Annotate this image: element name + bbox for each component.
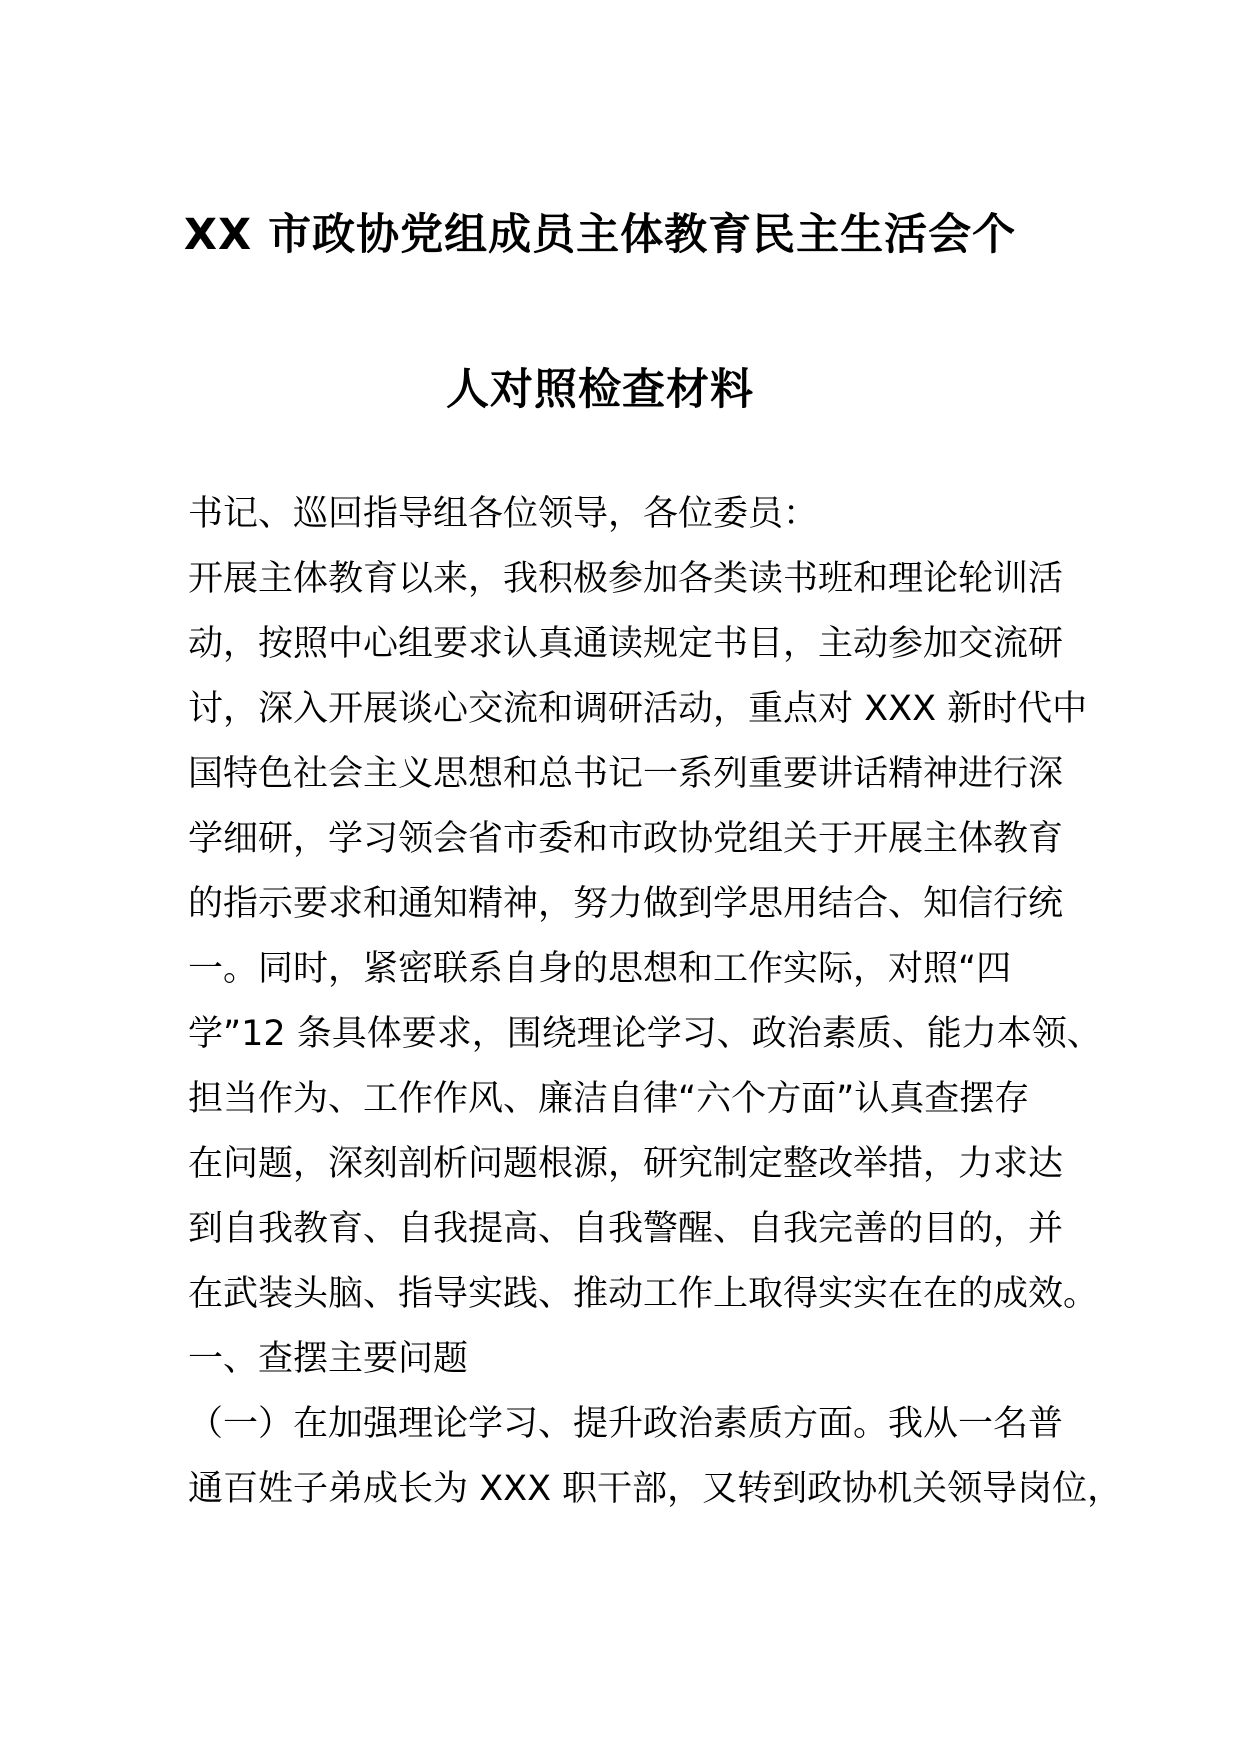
body-line: 学细研，学习领会省市委和市政协党组关于开展主体教育: [188, 819, 1064, 859]
body-line: 学”12 条具体要求，围绕理论学习、政治素质、能力本领、: [188, 1014, 1102, 1054]
body-line: 开展主体教育以来，我积极参加各类读书班和理论轮训活: [188, 559, 1064, 599]
body-line: 通百姓子弟成长为 XXX 职干部，又转到政协机关领导岗位，: [188, 1469, 1123, 1509]
body-line: 讨，深入开展谈心交流和调研活动，重点对 XXX 新时代中: [188, 689, 1088, 729]
body-line: 的指示要求和通知精神，努力做到学思用结合、知信行统: [188, 884, 1064, 924]
subsection-line: （一）在加强理论学习、提升政治素质方面。我从一名普: [188, 1404, 1064, 1444]
document-body: [188, 482, 1123, 1522]
document-title-line-1: XX 市政协党组成员主体教育民主生活会个: [183, 210, 1017, 260]
body-line: 国特色社会主义思想和总书记一系列重要讲话精神进行深: [188, 754, 1064, 794]
body-line: 在武装头脑、指导实践、推动工作上取得实实在在的成效。: [188, 1274, 1099, 1314]
body-line: 一。同时，紧密联系自身的思想和工作实际，对照“四: [188, 949, 1012, 989]
body-line: 担当作为、工作作风、廉洁自律“六个方面”认真查摆存: [188, 1079, 1030, 1119]
document-title-line-2: 人对照检查材料: [446, 365, 754, 415]
body-line: 在问题，深刻剖析问题根源，研究制定整改举措，力求达: [188, 1144, 1064, 1184]
body-line: 到自我教育、自我提高、自我警醒、自我完善的目的，并: [188, 1209, 1064, 1249]
body-line: 动，按照中心组要求认真通读规定书目，主动参加交流研: [188, 624, 1064, 664]
section-heading: 一、查摆主要问题: [188, 1339, 469, 1379]
salutation-line: 书记、巡回指导组各位领导，各位委员：: [188, 494, 819, 534]
